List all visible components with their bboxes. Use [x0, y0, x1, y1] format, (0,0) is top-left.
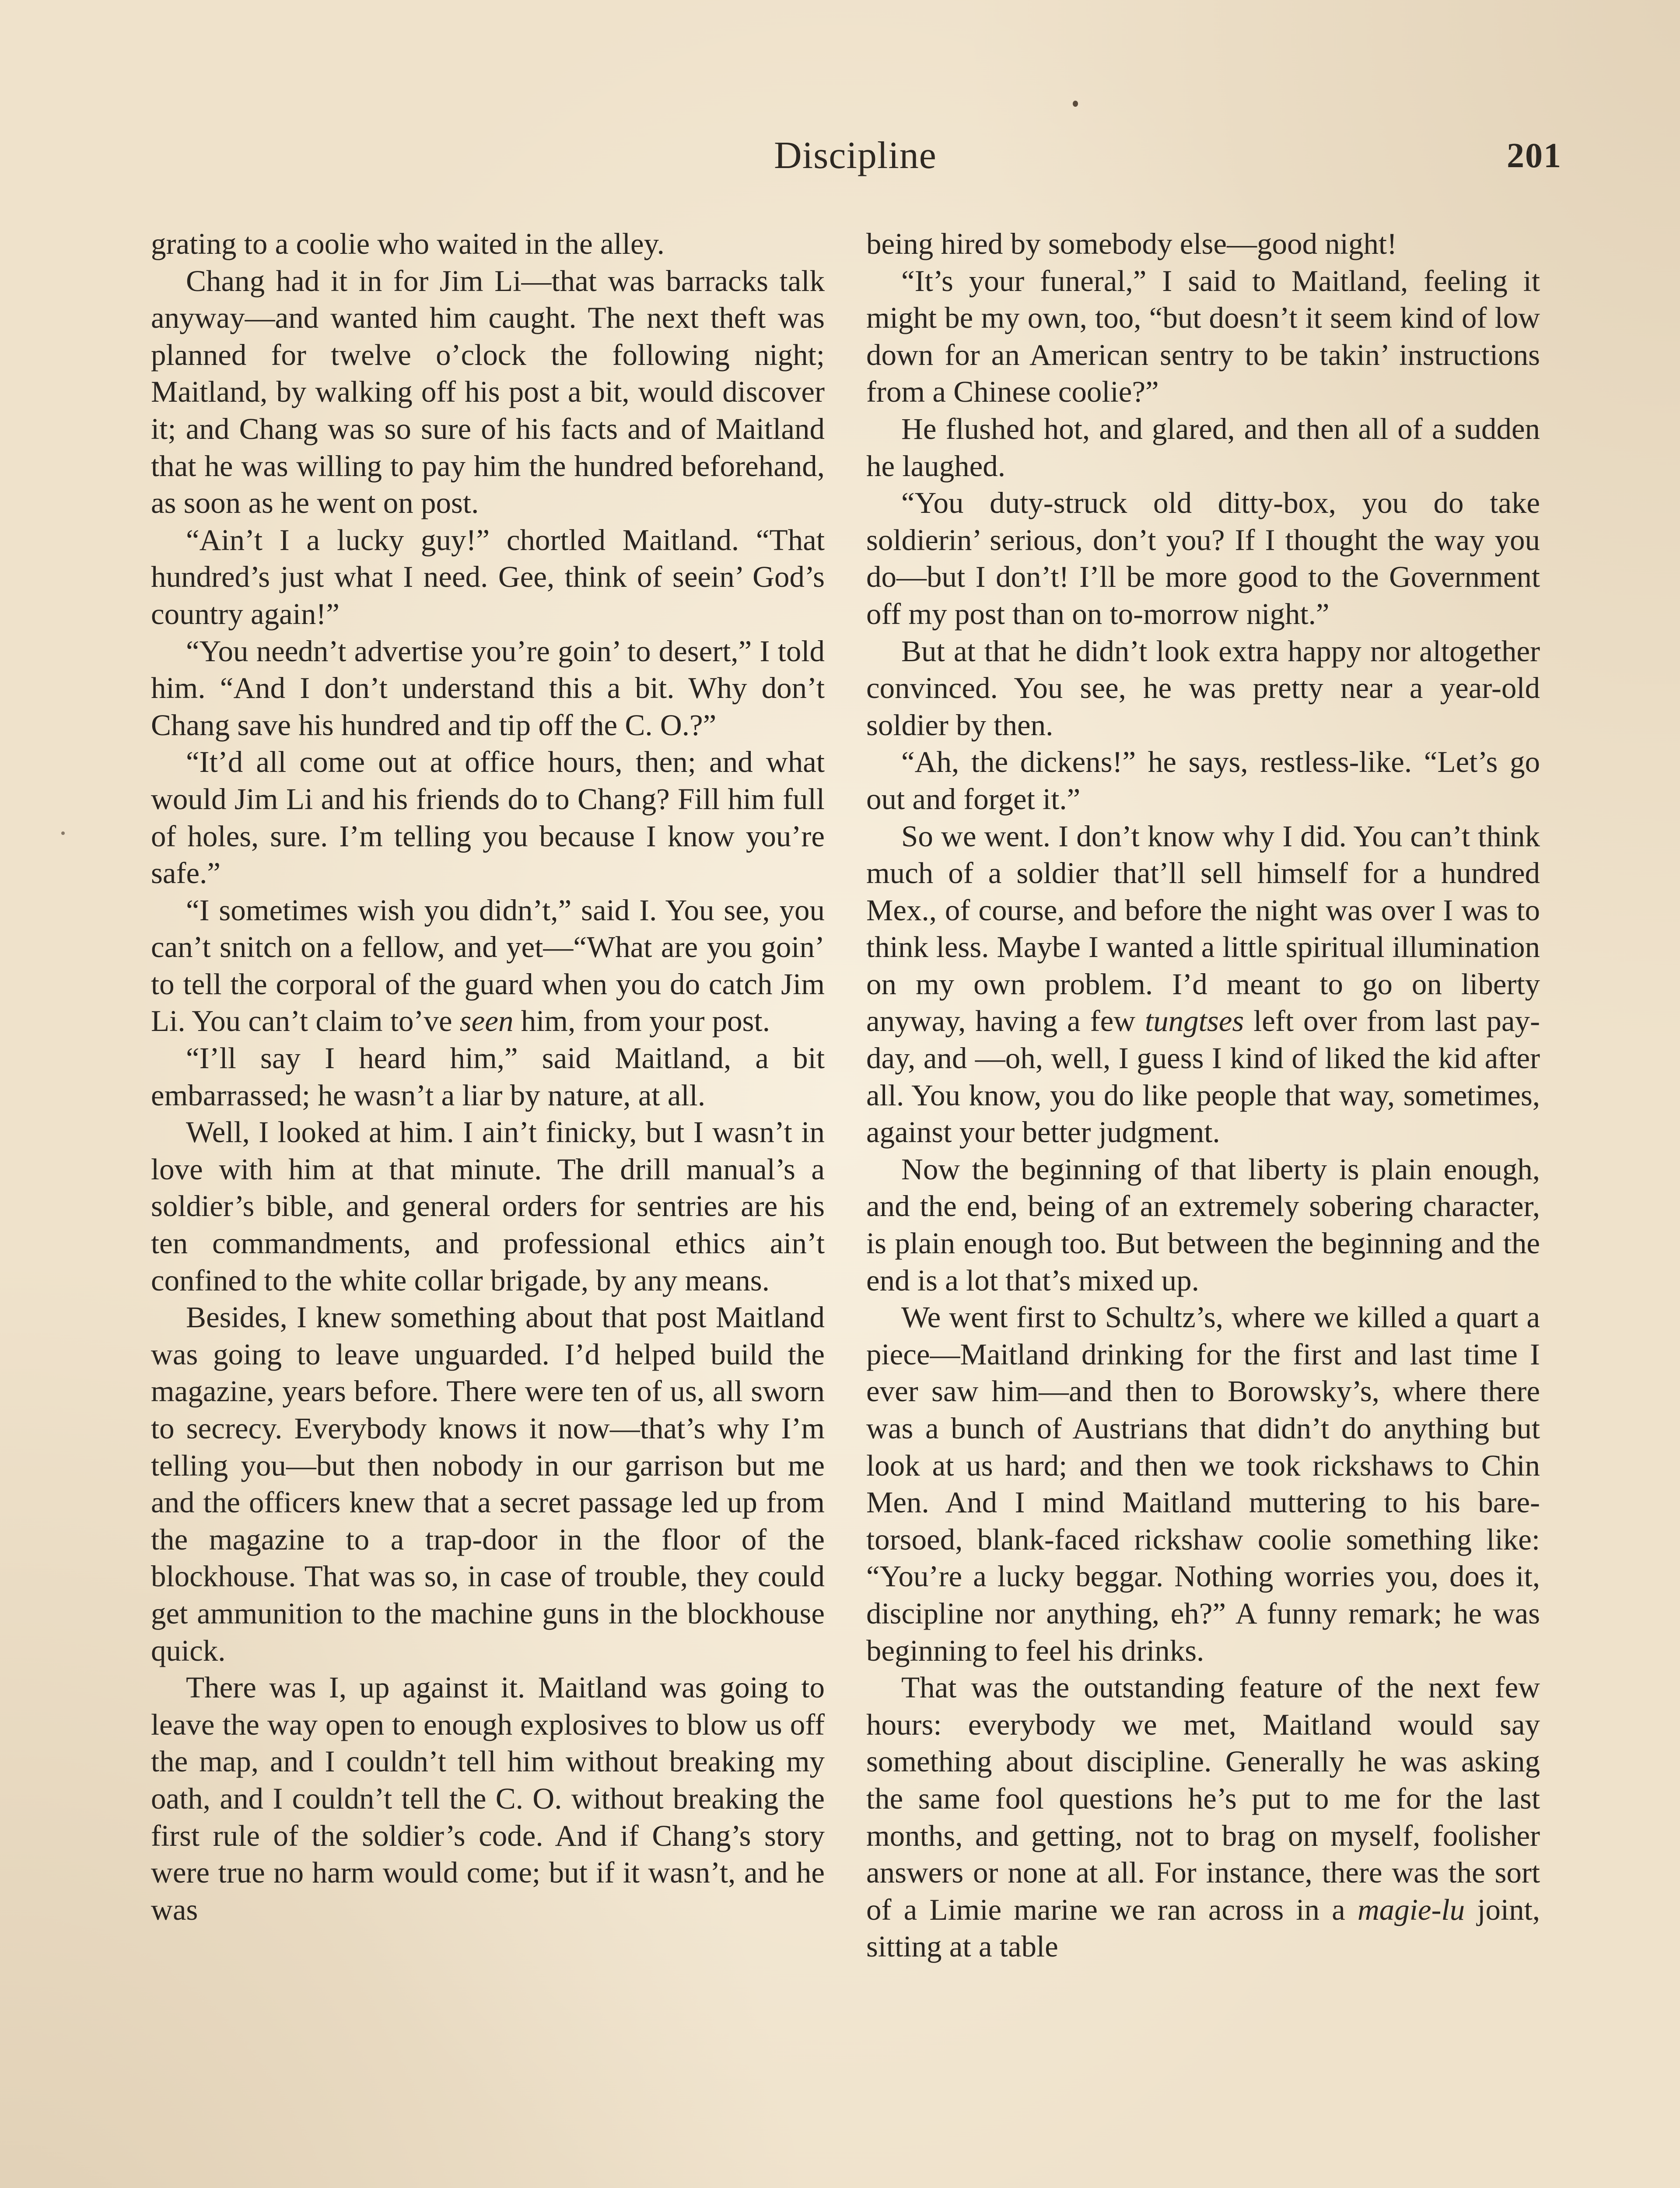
paper-speck [1073, 101, 1078, 107]
paragraph: “Ain’t I a lucky guy!” chortled Maitland. “That hundred’s just what I need. Gee, think of seein’ God’s country again!” [151, 523, 825, 631]
paragraph: “It’d all come out at office hours, then; and what would Jim Li and his friends do to Chang? Fill him full of holes, sure. I’m telling you because I know you’re safe.” [151, 745, 825, 890]
paragraph-text: left over from last pay-day, and —oh, well, I guess I kind of liked the kid after all. You know, you do like people that way, sometimes, against your better judgment. [866, 1004, 1540, 1149]
italic-word: magie-lu [1357, 1893, 1465, 1926]
paragraph: He flushed hot, and glared, and then all of a sudden he laughed. [866, 412, 1540, 483]
paragraph: being hired by somebody else—good night! [866, 227, 1397, 260]
paragraph [151, 892, 825, 1040]
paragraph: “You needn’t advertise you’re goin’ to desert,” I told him. “And I don’t understand this a bit. Why don’t Chang save his hundred and tip off the C. O.?” [151, 634, 825, 742]
paragraph: Besides, I knew something about that post Maitland was going to leave unguarded. I’d helped build the magazine, years before. There were ten of us, all sworn to secrecy. Everybody knows it now—that’s why I’m telling you—but then nobody in our garrison but me and the officers knew that a secret passage led up from the magazine to a trap-door in the floor of the blockhouse. That was so, in case of trouble, they could get ammunition to the machine guns in the blockhouse quick. [151, 1301, 825, 1667]
paragraph-text: joint, sitting at a table [866, 1893, 1540, 1964]
paragraph: We went first to Schultz’s, where we killed a quart a piece—Maitland drinking for the first and last time I ever saw him—and then to Borowsky’s, where there was a bunch of Austrians that didn’t do anything but look at us hard; and then we took rickshaws to Chin Men. And I mind Maitland muttering to his bare-torsoed, blank-faced rickshaw coolie something like: “You’re a lucky beggar. Nothing worries you, does it, discipline nor anything, eh?” A funny remark; he was beginning to feel his drinks. [866, 1301, 1540, 1667]
page-number: 201 [1507, 137, 1562, 175]
paragraph [866, 818, 1540, 1151]
paragraph: But at that he didn’t look extra happy nor altogether convinced. You see, he was pretty near a year-old soldier by then. [866, 634, 1540, 742]
paragraph: “I’ll say I heard him,” said Maitland, a bit embarrassed; he wasn’t a liar by nature, at all. [151, 1041, 825, 1112]
paragraph-text: That was the outstanding feature of the next few hours: everybody we met, Maitland would say something about discipline. Generally he was asking the same fool questions he’s put to me for the last months, and getting, not to brag on myself, foolisher answers or none at all. For instance, there was the sort of a Limie marine we ran across in a [866, 1671, 1540, 1926]
paragraph [866, 1669, 1540, 1965]
paragraph-text: him, from your post. [513, 1004, 770, 1038]
paragraph: grating to a coolie who waited in the alley. [151, 227, 665, 260]
paragraph: Well, I looked at him. I ain’t finicky, but I wasn’t in love with him at that minute. The drill manual’s a soldier’s bible, and general orders for sentries are his ten commandments, and professional ethics ain’t confined to the white collar brigade, by any means. [151, 1115, 825, 1297]
left-column [151, 225, 825, 1928]
italic-word: tungtses [1145, 1004, 1244, 1038]
paragraph-text: So we went. I don’t know why I did. You can’t think much of a soldier that’ll sell himself for a hundred Mex., of course, and before the night was over I was to think less. Maybe I wanted a little spiritual illumination on my own problem. I’d meant to go on liberty anyway, having a few [866, 819, 1540, 1038]
page-header [149, 133, 1562, 186]
paragraph: Now the beginning of that liberty is plain enough, and the end, being of an extremely sobering character, is plain enough too. But between the beginning and the end is a lot that’s mixed up. [866, 1152, 1540, 1297]
paragraph: “You duty-struck old ditty-box, you do take soldierin’ serious, don’t you? If I thought the way you do—but I don’t! I’ll be more good to the Government off my post than on to-morrow night.” [866, 486, 1540, 631]
paragraph: There was I, up against it. Maitland was going to leave the way open to enough explosives to blow us off the map, and I couldn’t tell him without breaking my oath, and I couldn’t tell the C. O. without breaking the first rule of the soldier’s code. And if Chang’s story were true no harm would come; but if it wasn’t, and he was [151, 1671, 825, 1926]
paper-speck [61, 831, 65, 835]
paragraph-text: “I sometimes wish you didn’t,” said I. You see, you can’t snitch on a fellow, and yet—“What are you goin’ to tell the corporal of the guard when you do catch Jim Li. You can’t claim to’ve [151, 893, 825, 1038]
paragraph: “Ah, the dickens!” he says, restless-like. “Let’s go out and forget it.” [866, 745, 1540, 816]
italic-word: seen [459, 1004, 514, 1038]
paragraph: “It’s your funeral,” I said to Maitland, feeling it might be my own, too, “but doesn’t it seem kind of low down for an American sentry to be takin’ instructions from a Chinese coolie?” [866, 264, 1540, 409]
paragraph: Chang had it in for Jim Li—that was barracks talk anyway—and wanted him caught. The next theft was planned for twelve o’clock the following night; Maitland, by walking off his post a bit, would discover it; and Chang was so sure of his facts and of Maitland that he was willing to pay him the hundred beforehand, as soon as he went on post. [151, 264, 825, 520]
right-column [866, 225, 1540, 1965]
running-title: Discipline [774, 134, 937, 177]
